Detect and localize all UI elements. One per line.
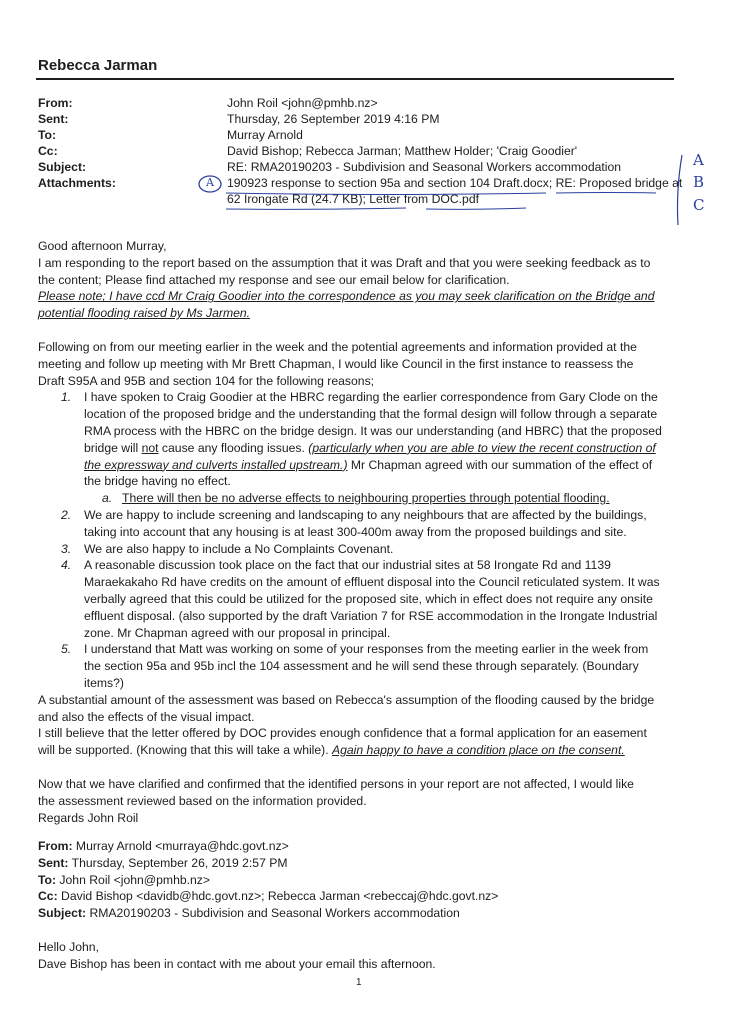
circle-mark-letter: A bbox=[206, 176, 214, 189]
margin-letter-b: B bbox=[693, 173, 705, 191]
list-item bbox=[38, 490, 682, 507]
fwd-sent-label: Sent: bbox=[38, 855, 69, 870]
item3-text: We are also happy to include a No Complaints Covenant. bbox=[84, 541, 394, 556]
p1-line1: I am responding to the report based on the assumption that it was Draft and that you were seeking feedback as to bbox=[38, 255, 651, 270]
item1-line4-b: cause any flooding issues. bbox=[158, 440, 309, 455]
cc-label: Cc: bbox=[38, 144, 58, 158]
p1-line2: the content; Please find attached my response and see our email below for clarification. bbox=[38, 272, 510, 287]
attachments-line1[interactable]: 190923 response to section 95a and section 104 Draft.docx; RE: Proposed bridge at bbox=[227, 176, 683, 190]
item1-line5-a: the expressway and culverts installed upstream.) bbox=[84, 457, 348, 472]
fwd-cc-label: Cc: bbox=[38, 889, 58, 904]
handwritten-bracket bbox=[666, 150, 696, 230]
subject-label: Subject: bbox=[38, 160, 87, 174]
item-number: a. bbox=[102, 491, 113, 506]
note-line2: potential flooding raised by Ms Jarmen. bbox=[38, 306, 251, 321]
p4-line2 bbox=[38, 742, 682, 759]
header-rule bbox=[36, 78, 674, 80]
handwritten-underlines bbox=[226, 180, 686, 210]
p4-line2-a: will be supported. (Knowing that this will take a while). bbox=[38, 743, 332, 758]
fwd-sent-value: Thursday, September 26, 2019 2:57 PM bbox=[68, 855, 288, 870]
p2-line2: meeting and follow up meeting with Mr Brett Chapman, I would like Council in the first instance to reassess the bbox=[38, 356, 634, 371]
item1-not: not bbox=[141, 440, 159, 455]
item1-line2: location of the proposed bridge and the understanding that the formal design will follow through a separate bbox=[84, 407, 658, 422]
fwd-subject-label: Subject: bbox=[38, 906, 87, 921]
item1-line5-b: Mr Chapman agreed with our summation of the effect of bbox=[347, 457, 653, 472]
list-item bbox=[38, 557, 682, 641]
fwd-cc-value: David Bishop <davidb@hdc.govt.nz>; Rebecca Jarman <rebeccaj@hdc.govt.nz> bbox=[57, 889, 499, 904]
mailbox-owner: Rebecca Jarman bbox=[38, 57, 158, 74]
item5-line3: items?) bbox=[84, 675, 124, 690]
p3-line2: and also the effects of the visual impact. bbox=[38, 709, 255, 724]
p3-line1: A substantial amount of the assessment was based on Rebecca's assumption of the flooding caused by the bridge bbox=[38, 692, 655, 707]
item1-line5 bbox=[84, 457, 682, 474]
forwarded-message bbox=[38, 838, 682, 973]
fwd-from-label: From: bbox=[38, 839, 73, 853]
item5-line2: the section 95a and 95b incl the 104 assessment and he will send these through separately. (Boundary bbox=[84, 659, 639, 674]
greeting: Good afternoon Murray, bbox=[38, 239, 167, 253]
fwd-from bbox=[38, 838, 682, 855]
p2-line3: Draft S95A and 95B and section 104 for the following reasons; bbox=[38, 373, 375, 388]
item1-line3: RMA process with the HBRC on the bridge design. It was our understanding (and HBRC) that the proposed bbox=[84, 423, 662, 438]
item4-line4: effluent disposal. (also supported by the draft Variation 7 for RSE accommodation in the Irongate Industrial bbox=[84, 608, 658, 623]
item-number: 5. bbox=[61, 642, 72, 657]
list-item bbox=[38, 389, 682, 490]
reasons-list-cont bbox=[38, 507, 682, 692]
item-number: 4. bbox=[61, 558, 72, 573]
item4-line3: verbally agreed that this could be utilized for the proposed site, which in effect does not require any onsite bbox=[84, 591, 653, 606]
item-number: 2. bbox=[61, 507, 72, 522]
fwd-subject-value: RMA20190203 - Subdivision and Seasonal Workers accommodation bbox=[86, 906, 460, 921]
p4-line1: I still believe that the letter offered by DOC provides enough confidence that a formal application for an easement bbox=[38, 726, 647, 741]
p2-line1: Following on from our meeting earlier in the week and the potential agreements and information provided at the bbox=[38, 339, 637, 354]
fwd-line1: Dave Bishop has been in contact with me about your email this afternoon. bbox=[38, 956, 436, 971]
item4-line5: zone. Mr Chapman agreed with our proposal in principal. bbox=[84, 625, 391, 640]
item1-line1: I have spoken to Craig Goodier at the HBRC regarding the earlier correspondence from Gary Clode on the bbox=[84, 390, 658, 405]
list-item bbox=[38, 507, 682, 541]
fwd-to bbox=[38, 872, 682, 889]
item-number: 1. bbox=[61, 390, 72, 405]
item1-line4-c: (particularly when you are able to view the recent construction of bbox=[308, 440, 656, 455]
item-number: 3. bbox=[61, 541, 72, 556]
margin-letter-c: C bbox=[693, 196, 705, 214]
fwd-cc bbox=[38, 888, 682, 905]
item1-line6: the bridge having no effect. bbox=[84, 474, 231, 489]
to-label: To: bbox=[38, 128, 57, 142]
fwd-greeting: Hello John, bbox=[38, 939, 99, 954]
item5-line1: I understand that Matt was working on some of your responses from the meeting earlier in the week from bbox=[84, 642, 649, 657]
item2-line1: We are happy to include screening and landscaping to any neighbours that are affected by the buildings, bbox=[84, 507, 647, 522]
item4-line2: Maraekakaho Rd have credits on the amount of effluent disposal into the Council reticulated system. It was bbox=[84, 575, 660, 590]
fwd-to-value: John Roil <john@pmhb.nz> bbox=[56, 872, 211, 887]
reasons-list bbox=[38, 389, 682, 490]
list-item bbox=[38, 641, 682, 691]
item2-line2: taking into account that any housing is at least 300-400m away from the proposed buildings and site. bbox=[84, 524, 627, 539]
p5-line1: Now that we have clarified and confirmed that the identified persons in your report are not affected, I would like bbox=[38, 776, 634, 791]
email-body bbox=[38, 238, 682, 826]
item1-line4-a: bridge will bbox=[84, 440, 142, 455]
p4-line2-b: Again happy to have a condition place on the consent. bbox=[332, 743, 625, 758]
note-line1: Please note; I have ccd Mr Craig Goodier into the correspondence as you may seek clarification on the Bridge and bbox=[38, 289, 655, 304]
fwd-sent bbox=[38, 855, 682, 872]
from-label: From: bbox=[38, 96, 73, 110]
fwd-to-label: To: bbox=[38, 872, 57, 887]
margin-letter-a: A bbox=[693, 151, 704, 169]
sent-value: Thursday, 26 September 2019 4:16 PM bbox=[227, 112, 440, 126]
list-item bbox=[38, 541, 682, 558]
signature: Regards John Roil bbox=[38, 810, 139, 825]
item1-line4 bbox=[84, 440, 682, 457]
attachments-line2[interactable]: 62 Irongate Rd (24.7 KB); Letter from DOC.pdf bbox=[227, 192, 479, 206]
sent-label: Sent: bbox=[38, 112, 69, 126]
item4-line1: A reasonable discussion took place on the fact that our industrial sites at 58 Irongate Rd and 1139 bbox=[84, 558, 611, 573]
to-value: Murray Arnold bbox=[227, 128, 303, 142]
fwd-subject bbox=[38, 905, 682, 922]
p5-line2: the assessment reviewed based on the information provided. bbox=[38, 793, 367, 808]
page-number: 1 bbox=[356, 977, 362, 988]
attachments-label: Attachments: bbox=[38, 176, 116, 190]
from-value: John Roil <john@pmhb.nz> bbox=[227, 96, 378, 110]
item1a-text: There will then be no adverse effects to neighbouring properties through potential flooding. bbox=[122, 491, 610, 506]
cc-value: David Bishop; Rebecca Jarman; Matthew Holder; 'Craig Goodier' bbox=[227, 144, 578, 158]
fwd-from-value: Murray Arnold <murraya@hdc.govt.nz> bbox=[72, 839, 289, 853]
subject-value: RE: RMA20190203 - Subdivision and Seasonal Workers accommodation bbox=[227, 160, 622, 174]
